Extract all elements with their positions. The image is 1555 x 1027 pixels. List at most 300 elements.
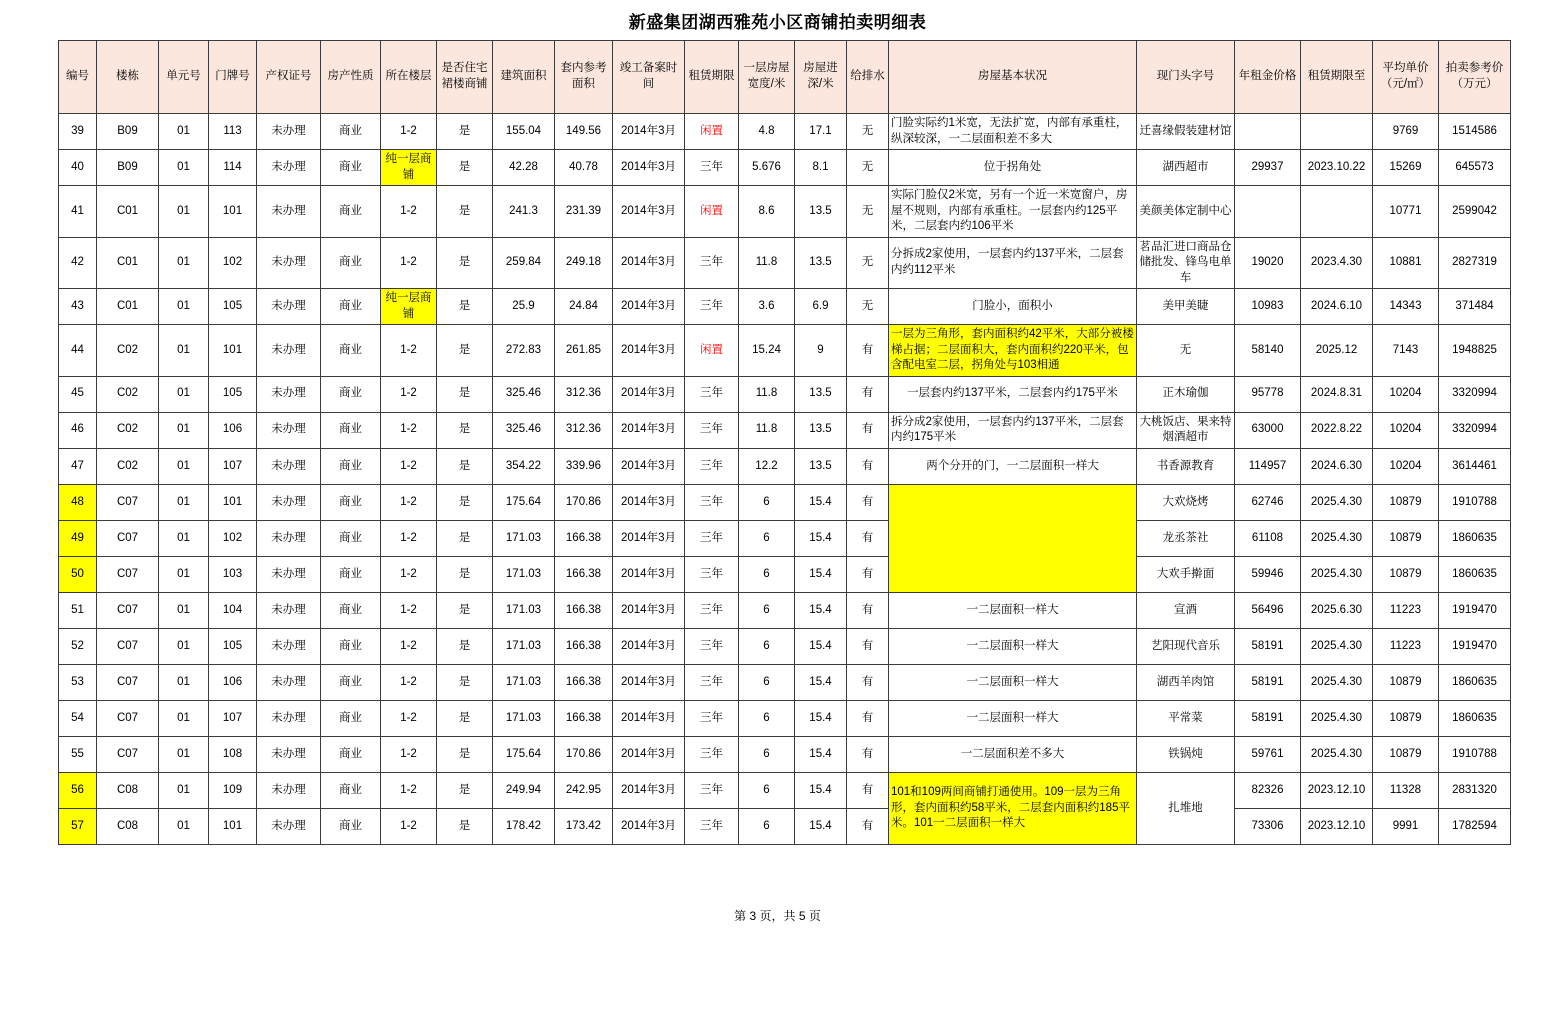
cell-sign: 湖西超市 [1137,150,1235,186]
cell-id: 47 [59,448,97,484]
cell-unit-price: 10204 [1373,376,1439,412]
cell-nature: 商业 [321,772,381,808]
cell-nature: 商业 [321,520,381,556]
cell-lease-until: 2025.4.30 [1301,520,1373,556]
cell-nature: 商业 [321,114,381,150]
col-ref-price: 拍卖参考价（万元） [1439,41,1511,114]
cell-annual-rent: 59946 [1235,556,1301,592]
cell-ref-price: 1910788 [1439,484,1511,520]
cell-width: 11.8 [739,237,795,289]
cell-completion: 2014年3月 [613,628,685,664]
cell-lease-until: 2022.8.22 [1301,412,1373,448]
cell-floor: 1-2 [381,448,437,484]
table-row [59,237,1511,289]
cell-door: 103 [209,556,257,592]
cell-lease-term: 三年 [685,628,739,664]
cell-lease-term: 闲置 [685,325,739,377]
cell-cert: 未办理 [257,412,321,448]
cell-annual-rent: 82326 [1235,772,1301,808]
cell-lease-until [1301,186,1373,238]
cell-depth: 15.4 [795,736,847,772]
cell-depth: 6.9 [795,289,847,325]
col-water: 给排水 [847,41,889,114]
cell-water: 无 [847,289,889,325]
cell-floor: 1-2 [381,556,437,592]
cell-unit-price: 7143 [1373,325,1439,377]
cell-ref-price: 2827319 [1439,237,1511,289]
cell-unit-price: 9991 [1373,808,1439,844]
cell-door: 107 [209,700,257,736]
cell-unit-price: 11223 [1373,592,1439,628]
cell-cert: 未办理 [257,736,321,772]
cell-door: 105 [209,289,257,325]
cell-unit: 01 [159,808,209,844]
cell-building: C07 [97,664,159,700]
cell-depth: 15.4 [795,772,847,808]
cell-water: 有 [847,376,889,412]
table-body [59,114,1511,845]
cell-annual-rent [1235,114,1301,150]
cell-door: 104 [209,592,257,628]
cell-sign: 美甲美睫 [1137,289,1235,325]
cell-width: 6 [739,700,795,736]
cell-water: 无 [847,186,889,238]
cell-building: C07 [97,700,159,736]
cell-cert: 未办理 [257,700,321,736]
cell-ref-price: 1919470 [1439,628,1511,664]
cell-area: 171.03 [493,700,555,736]
cell-door: 106 [209,664,257,700]
cell-podium: 是 [437,150,493,186]
cell-description: 一二层面积一样大 [889,664,1137,700]
cell-water: 有 [847,772,889,808]
cell-nature: 商业 [321,376,381,412]
cell-depth: 13.5 [795,186,847,238]
cell-building: B09 [97,150,159,186]
cell-unit: 01 [159,412,209,448]
cell-unit: 01 [159,664,209,700]
cell-lease-until: 2024.6.30 [1301,448,1373,484]
cell-depth: 15.4 [795,628,847,664]
cell-completion: 2014年3月 [613,150,685,186]
col-annual-rent: 年租金价格 [1235,41,1301,114]
cell-sign: 美颜美体定制中心 [1137,186,1235,238]
table-row [59,808,1511,844]
cell-inner-area: 312.36 [555,376,613,412]
cell-water: 有 [847,664,889,700]
cell-lease-until: 2024.6.10 [1301,289,1373,325]
cell-lease-term: 三年 [685,376,739,412]
cell-area: 249.94 [493,772,555,808]
cell-cert: 未办理 [257,484,321,520]
cell-width: 15.24 [739,325,795,377]
cell-floor: 1-2 [381,376,437,412]
cell-building: C08 [97,808,159,844]
cell-inner-area: 339.96 [555,448,613,484]
cell-unit: 01 [159,484,209,520]
cell-lease-until: 2025.4.30 [1301,628,1373,664]
cell-completion: 2014年3月 [613,484,685,520]
cell-building: C01 [97,186,159,238]
cell-ref-price: 645573 [1439,150,1511,186]
cell-nature: 商业 [321,484,381,520]
cell-area: 42.28 [493,150,555,186]
cell-inner-area: 24.84 [555,289,613,325]
cell-area: 171.03 [493,520,555,556]
cell-building: C07 [97,628,159,664]
cell-description: 一层套内约137平米，二层套内约175平米 [889,376,1137,412]
cell-completion: 2014年3月 [613,664,685,700]
cell-floor: 1-2 [381,664,437,700]
cell-ref-price: 1860635 [1439,520,1511,556]
cell-annual-rent: 114957 [1235,448,1301,484]
cell-building: C01 [97,237,159,289]
cell-water: 有 [847,520,889,556]
table-header-row [59,41,1511,114]
cell-inner-area: 242.95 [555,772,613,808]
table-row [59,376,1511,412]
cell-completion: 2014年3月 [613,520,685,556]
cell-description: 门脸实际约1米宽，无法扩宽，内部有承重柱，纵深较深，一二层面积差不多大 [889,114,1137,150]
cell-door: 105 [209,628,257,664]
cell-inner-area: 166.38 [555,700,613,736]
cell-unit-price: 11328 [1373,772,1439,808]
col-description: 房屋基本状况 [889,41,1137,114]
cell-width: 3.6 [739,289,795,325]
cell-completion: 2014年3月 [613,700,685,736]
cell-description: 两个分开的门，一二层面积一样大 [889,448,1137,484]
cell-door: 101 [209,325,257,377]
cell-unit: 01 [159,772,209,808]
cell-floor: 纯一层商铺 [381,289,437,325]
cell-cert: 未办理 [257,808,321,844]
cell-floor: 1-2 [381,237,437,289]
cell-depth: 15.4 [795,520,847,556]
cell-floor: 纯一层商铺 [381,150,437,186]
cell-unit: 01 [159,628,209,664]
cell-lease-term: 三年 [685,592,739,628]
cell-ref-price: 371484 [1439,289,1511,325]
cell-ref-price: 2831320 [1439,772,1511,808]
cell-annual-rent: 58191 [1235,664,1301,700]
cell-unit: 01 [159,376,209,412]
cell-water: 无 [847,150,889,186]
cell-nature: 商业 [321,628,381,664]
page-footer: 第 3 页，共 5 页 [734,908,821,923]
cell-id: 57 [59,808,97,844]
cell-area: 178.42 [493,808,555,844]
cell-id: 48 [59,484,97,520]
cell-nature: 商业 [321,808,381,844]
cell-unit: 01 [159,325,209,377]
cell-lease-until: 2023.12.10 [1301,808,1373,844]
cell-water: 有 [847,412,889,448]
table-row [59,592,1511,628]
cell-completion: 2014年3月 [613,448,685,484]
cell-sign: 扎堆地 [1137,772,1235,844]
col-id: 编号 [59,41,97,114]
cell-description: 一二层面积一样大 [889,592,1137,628]
cell-lease-term: 三年 [685,150,739,186]
cell-podium: 是 [437,628,493,664]
cell-building: C02 [97,412,159,448]
cell-water: 有 [847,592,889,628]
cell-cert: 未办理 [257,448,321,484]
cell-annual-rent: 56496 [1235,592,1301,628]
cell-area: 171.03 [493,664,555,700]
col-floor: 所在楼层 [381,41,437,114]
cell-building: C07 [97,484,159,520]
cell-sign: 铁锅炖 [1137,736,1235,772]
cell-lease-until: 2023.10.22 [1301,150,1373,186]
cell-nature: 商业 [321,412,381,448]
cell-description: 一二层面积差不多大 [889,736,1137,772]
cell-water: 无 [847,237,889,289]
cell-floor: 1-2 [381,412,437,448]
cell-id: 40 [59,150,97,186]
cell-nature: 商业 [321,237,381,289]
cell-ref-price: 1860635 [1439,664,1511,700]
cell-unit: 01 [159,592,209,628]
cell-width: 6 [739,772,795,808]
cell-cert: 未办理 [257,237,321,289]
cell-id: 39 [59,114,97,150]
cell-depth: 13.5 [795,376,847,412]
cell-ref-price: 2599042 [1439,186,1511,238]
cell-unit-price: 10771 [1373,186,1439,238]
cell-id: 41 [59,186,97,238]
cell-cert: 未办理 [257,664,321,700]
cell-podium: 是 [437,289,493,325]
cell-cert: 未办理 [257,520,321,556]
cell-width: 11.8 [739,376,795,412]
cell-description: 拆分成2家使用，一层套内约137平米，二层套内约175平米 [889,412,1137,448]
cell-door: 114 [209,150,257,186]
cell-annual-rent: 58140 [1235,325,1301,377]
cell-building: C07 [97,592,159,628]
cell-cert: 未办理 [257,376,321,412]
cell-area: 354.22 [493,448,555,484]
cell-lease-until: 2025.4.30 [1301,736,1373,772]
cell-width: 4.8 [739,114,795,150]
col-depth: 房屋进深/米 [795,41,847,114]
cell-lease-until: 2025.4.30 [1301,556,1373,592]
col-podium: 是否住宅裙楼商铺 [437,41,493,114]
cell-cert: 未办理 [257,628,321,664]
cell-unit: 01 [159,736,209,772]
cell-area: 272.83 [493,325,555,377]
cell-building: C08 [97,772,159,808]
cell-floor: 1-2 [381,808,437,844]
cell-description: 一二层面积一样大 [889,628,1137,664]
cell-lease-until: 2025.4.30 [1301,484,1373,520]
cell-unit-price: 15269 [1373,150,1439,186]
cell-unit: 01 [159,186,209,238]
cell-unit-price: 10879 [1373,484,1439,520]
cell-lease-until [1301,114,1373,150]
cell-width: 8.6 [739,186,795,238]
table-row [59,736,1511,772]
cell-building: C07 [97,520,159,556]
cell-area: 155.04 [493,114,555,150]
cell-annual-rent [1235,186,1301,238]
cell-sign: 正木瑜伽 [1137,376,1235,412]
cell-lease-term: 三年 [685,412,739,448]
cell-completion: 2014年3月 [613,186,685,238]
cell-cert: 未办理 [257,289,321,325]
cell-floor: 1-2 [381,628,437,664]
cell-description: 实际门脸仅2米宽，另有一个近一米宽窗户，房屋不规则，内部有承重柱。一层套内约125平米，二层套内约106平米 [889,186,1137,238]
cell-width: 6 [739,556,795,592]
cell-annual-rent: 62746 [1235,484,1301,520]
table-row [59,448,1511,484]
cell-door: 106 [209,412,257,448]
cell-inner-area: 166.38 [555,556,613,592]
cell-inner-area: 149.56 [555,114,613,150]
cell-nature: 商业 [321,700,381,736]
table-row [59,289,1511,325]
cell-annual-rent: 10983 [1235,289,1301,325]
cell-unit-price: 10204 [1373,412,1439,448]
cell-podium: 是 [437,114,493,150]
cell-door: 107 [209,448,257,484]
cell-sign: 迁喜缘假装建材馆 [1137,114,1235,150]
cell-completion: 2014年3月 [613,114,685,150]
cell-unit: 01 [159,114,209,150]
cell-depth: 13.5 [795,448,847,484]
cell-unit-price: 11223 [1373,628,1439,664]
cell-lease-term: 三年 [685,556,739,592]
cell-annual-rent: 95778 [1235,376,1301,412]
cell-depth: 15.4 [795,592,847,628]
cell-lease-term: 三年 [685,484,739,520]
table-container [0,40,1555,845]
cell-inner-area: 170.86 [555,736,613,772]
cell-annual-rent: 29937 [1235,150,1301,186]
cell-area: 25.9 [493,289,555,325]
cell-door: 101 [209,186,257,238]
cell-sign: 大桃饭店、果来特烟酒超市 [1137,412,1235,448]
cell-floor: 1-2 [381,325,437,377]
col-nature: 房产性质 [321,41,381,114]
table-row [59,520,1511,556]
col-sign: 现门头字号 [1137,41,1235,114]
cell-unit-price: 10879 [1373,520,1439,556]
cell-inner-area: 312.36 [555,412,613,448]
table-row [59,325,1511,377]
col-completion: 竣工备案时间 [613,41,685,114]
table-row [59,484,1511,520]
cell-floor: 1-2 [381,484,437,520]
cell-podium: 是 [437,186,493,238]
cell-inner-area: 170.86 [555,484,613,520]
cell-completion: 2014年3月 [613,592,685,628]
cell-description: 门脸小，面积小 [889,289,1137,325]
cell-completion: 2014年3月 [613,376,685,412]
cell-ref-price: 1948825 [1439,325,1511,377]
cell-cert: 未办理 [257,556,321,592]
cell-building: C07 [97,556,159,592]
cell-sign: 宣酒 [1137,592,1235,628]
cell-lease-term: 三年 [685,808,739,844]
cell-building: C01 [97,289,159,325]
cell-area: 175.64 [493,484,555,520]
cell-podium: 是 [437,325,493,377]
table-row [59,556,1511,592]
cell-width: 6 [739,484,795,520]
cell-width: 6 [739,736,795,772]
cell-inner-area: 166.38 [555,592,613,628]
cell-nature: 商业 [321,448,381,484]
table-row [59,114,1511,150]
cell-id: 49 [59,520,97,556]
cell-lease-term: 三年 [685,520,739,556]
cell-id: 43 [59,289,97,325]
cell-unit: 01 [159,289,209,325]
cell-area: 325.46 [493,412,555,448]
cell-door: 105 [209,376,257,412]
cell-completion: 2014年3月 [613,772,685,808]
cell-door: 113 [209,114,257,150]
cell-floor: 1-2 [381,700,437,736]
cell-floor: 1-2 [381,520,437,556]
cell-ref-price: 3320994 [1439,376,1511,412]
cell-floor: 1-2 [381,114,437,150]
cell-area: 171.03 [493,556,555,592]
cell-id: 50 [59,556,97,592]
cell-unit-price: 10879 [1373,736,1439,772]
cell-annual-rent: 63000 [1235,412,1301,448]
cell-unit: 01 [159,556,209,592]
cell-completion: 2014年3月 [613,237,685,289]
cell-depth: 9 [795,325,847,377]
cell-podium: 是 [437,237,493,289]
cell-id: 54 [59,700,97,736]
cell-depth: 15.4 [795,556,847,592]
table-row [59,628,1511,664]
cell-unit-price: 14343 [1373,289,1439,325]
cell-depth: 15.4 [795,808,847,844]
cell-completion: 2014年3月 [613,736,685,772]
cell-sign: 艺阳现代音乐 [1137,628,1235,664]
cell-unit: 01 [159,700,209,736]
cell-cert: 未办理 [257,150,321,186]
cell-completion: 2014年3月 [613,412,685,448]
cell-cert: 未办理 [257,772,321,808]
col-lease-term: 租赁期限 [685,41,739,114]
cell-podium: 是 [437,556,493,592]
cell-description: 位于拐角处 [889,150,1137,186]
cell-water: 有 [847,448,889,484]
cell-nature: 商业 [321,289,381,325]
table-row [59,664,1511,700]
cell-water: 有 [847,556,889,592]
cell-ref-price: 1514586 [1439,114,1511,150]
cell-inner-area: 173.42 [555,808,613,844]
cell-width: 12.2 [739,448,795,484]
cell-lease-until: 2023.12.10 [1301,772,1373,808]
cell-width: 6 [739,592,795,628]
cell-nature: 商业 [321,186,381,238]
table-row [59,700,1511,736]
table-row [59,186,1511,238]
cell-cert: 未办理 [257,592,321,628]
cell-unit-price: 10204 [1373,448,1439,484]
cell-water: 有 [847,628,889,664]
cell-completion: 2014年3月 [613,325,685,377]
cell-door: 108 [209,736,257,772]
cell-area: 241.3 [493,186,555,238]
